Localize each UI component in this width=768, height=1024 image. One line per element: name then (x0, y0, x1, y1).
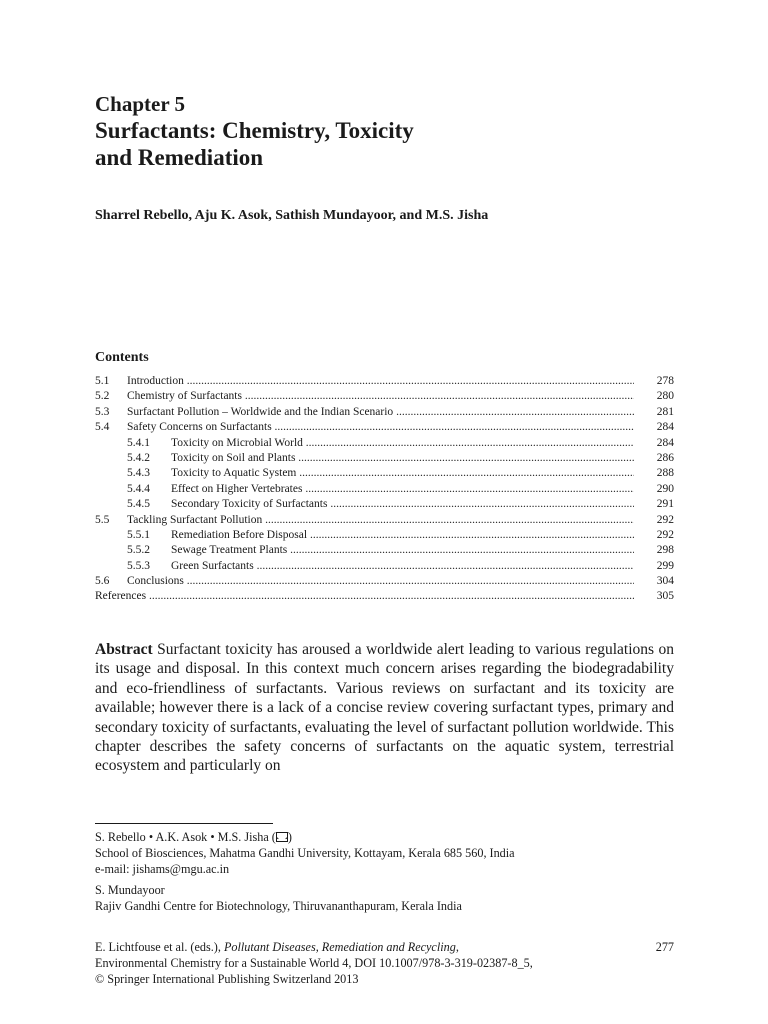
publication-copyright: © Springer International Publishing Switzerland 2013 (95, 971, 359, 986)
toc-entry-number: 5.4.3 (127, 467, 150, 480)
toc-entry-page: 292 (656, 513, 674, 526)
toc-entry-title: Safety Concerns on Surfactants ..... (127, 420, 634, 435)
abstract (95, 640, 674, 776)
toc-entry-page: 304 (656, 575, 674, 588)
footnote-author-2: S. Mundayoor (95, 883, 165, 898)
publication-series: Environmental Chemistry for a Sustainable World 4, DOI 10.1007/978-3-319-02387-8_5, (95, 955, 533, 970)
toc-entry-page: 290 (656, 482, 674, 495)
toc-entry-title: Conclusions ..... (127, 574, 634, 589)
toc-entry-title: Toxicity on Soil and Plants ..... (171, 451, 634, 466)
toc-entry-page: 281 (656, 405, 674, 418)
toc-entry-number: 5.4.5 (127, 498, 150, 511)
toc-entry[interactable] (95, 574, 674, 589)
footnote-authors (95, 830, 674, 846)
toc-entry-page: 284 (656, 436, 674, 449)
toc-entry-page: 298 (656, 544, 674, 557)
chapter-label: Chapter 5 (95, 92, 186, 116)
chapter-title (95, 117, 695, 171)
author-list: Sharrel Rebello, Aju K. Asok, Sathish Mundayoor, and M.S. Jisha (95, 208, 489, 223)
toc-entry-title: Remediation Before Disposal ..... (171, 528, 634, 543)
contents-heading: Contents (95, 350, 149, 365)
toc-entry[interactable] (95, 589, 674, 604)
toc-entry-title: Introduction ..... (127, 374, 634, 389)
toc-entry-number: 5.5 (95, 513, 110, 526)
toc-entry-title: Toxicity to Aquatic System ..... (171, 466, 634, 481)
abstract-label: Abstract (95, 641, 153, 658)
footnote-email[interactable]: e-mail: jishams@mgu.ac.in (95, 861, 230, 876)
toc-entry-page: 292 (656, 528, 674, 541)
footnote-rule (95, 823, 273, 824)
publication-after-title: , (455, 940, 459, 954)
toc-entry[interactable] (95, 405, 674, 420)
toc-entry-title: Green Surfactants ..... (171, 559, 634, 574)
toc-entry[interactable] (95, 543, 674, 558)
toc-entry-page: 291 (656, 498, 674, 511)
toc-entry-number: 5.5.1 (127, 528, 150, 541)
toc-entry-page: 280 (656, 390, 674, 403)
toc-entry[interactable] (95, 420, 674, 435)
toc-entry-page: 288 (656, 467, 674, 480)
chapter-title-line-2: and Remediation (95, 145, 264, 170)
publication-info (95, 940, 674, 987)
toc-entry-page: 305 (656, 590, 674, 603)
toc-entry[interactable] (95, 466, 674, 481)
toc-entry-title: Tackling Surfactant Pollution ..... (127, 513, 634, 528)
toc-entry-title: Chemistry of Surfactants ..... (127, 389, 634, 404)
footnote-authors-text: S. Rebello • A.K. Asok • M.S. Jisha ( (95, 830, 276, 844)
publication-editors: E. Lichtfouse et al. (eds.), (95, 940, 224, 954)
footnote-authors-close: ) (287, 830, 292, 844)
abstract-text: Surfactant toxicity has aroused a worldwide alert leading to various regulations on its usage and disposal. In this context much concern arises regarding the biodegradability and eco-friendliness of surfactants. Various reviews on surfactant and its toxicity are available; however there is a lack of a concise review covering surfactant types, primary and secondary toxicity of surfactants, evaluating the level of surfactant pollution worldwide. This chapter describes the safety concerns of surfactants on the aquatic system, terrestrial ecosystem and particularly on (95, 641, 674, 775)
toc-entry[interactable] (95, 482, 674, 497)
toc-entry[interactable] (95, 436, 674, 451)
toc-entry-number: 5.4.2 (127, 451, 150, 464)
publication-book-title: Pollutant Diseases, Remediation and Recycling (223, 940, 456, 954)
toc-entry-number: 5.5.2 (127, 544, 150, 557)
envelope-icon (276, 832, 288, 842)
footnote-block-1 (95, 830, 674, 877)
toc-entry-number: 5.4.1 (127, 436, 150, 449)
toc-entry-page: 286 (656, 451, 674, 464)
footnotes (95, 830, 674, 921)
footnote-affiliation-2: Rajiv Gandhi Centre for Biotechnology, Thiruvananthapuram, Kerala India (95, 899, 462, 914)
publication-line-1 (95, 940, 674, 956)
toc-entry[interactable] (95, 513, 674, 528)
page-number: 277 (655, 940, 674, 954)
toc-entry-page: 278 (656, 375, 674, 387)
toc-entry-title: Sewage Treatment Plants ..... (171, 543, 634, 558)
footnote-affiliation-1: School of Biosciences, Mahatma Gandhi University, Kottayam, Kerala 685 560, India (95, 845, 515, 860)
toc-entry-number: 5.1 (95, 375, 110, 387)
toc-entry[interactable] (95, 497, 674, 512)
chapter-title-line-1: Surfactants: Chemistry, Toxicity (95, 118, 414, 143)
toc-entry-page: 299 (656, 559, 674, 572)
toc-entry-title: References ..... (95, 589, 634, 604)
toc-entry[interactable] (95, 528, 674, 543)
toc-entry-number: 5.4 (95, 421, 110, 434)
toc-entry-title: Secondary Toxicity of Surfactants ..... (171, 497, 634, 512)
toc-entry-title: Toxicity on Microbial World ..... (171, 436, 634, 451)
toc-entry-title: Effect on Higher Vertebrates ..... (171, 482, 634, 497)
toc-entry[interactable] (95, 451, 674, 466)
toc-entry-number: 5.4.4 (127, 482, 150, 495)
toc-entry[interactable] (95, 559, 674, 574)
toc-entry-number: 5.3 (95, 405, 110, 418)
table-of-contents (95, 374, 674, 605)
toc-entry-number: 5.6 (95, 575, 110, 588)
toc-entry-number: 5.5.3 (127, 559, 150, 572)
toc-entry-title: Surfactant Pollution – Worldwide and the Indian Scenario ..... (127, 405, 634, 420)
toc-entry[interactable] (95, 389, 674, 404)
toc-entry[interactable] (95, 374, 674, 389)
toc-entry-number: 5.2 (95, 390, 110, 403)
footnote-block-2 (95, 883, 674, 915)
toc-entry-page: 284 (656, 421, 674, 434)
